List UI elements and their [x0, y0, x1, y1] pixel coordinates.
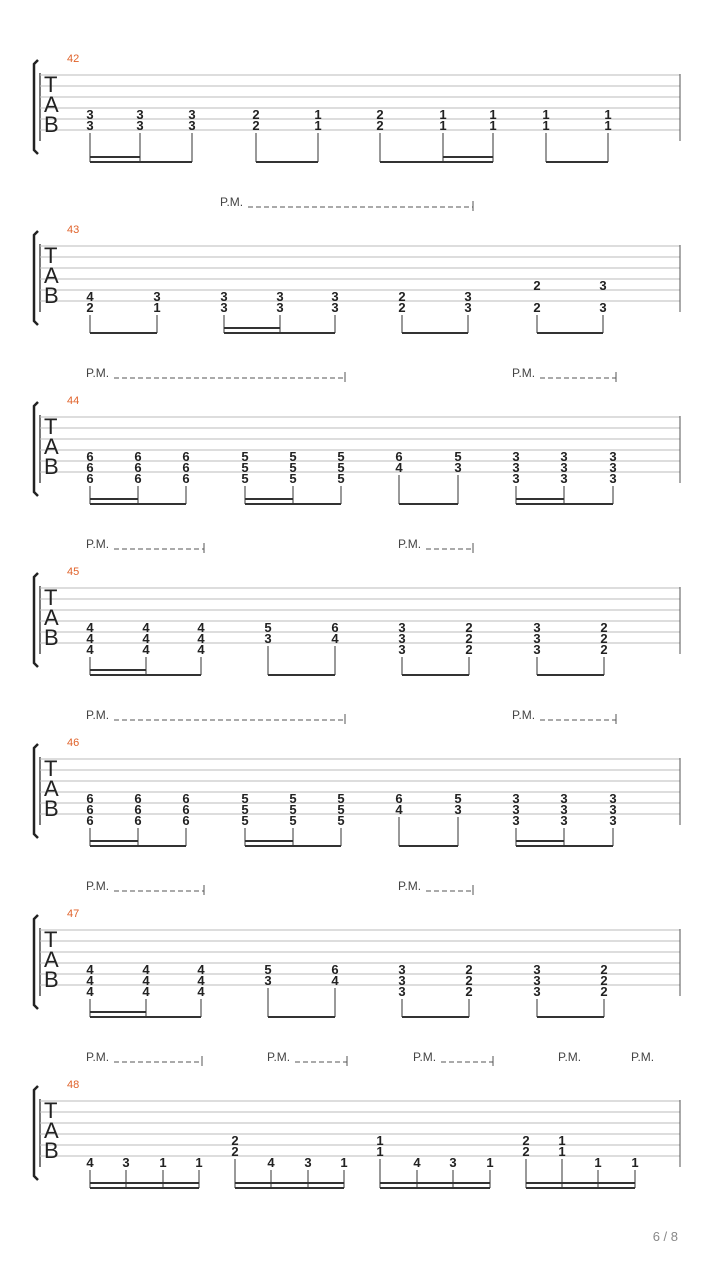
fret-number: 1 [314, 107, 322, 122]
fret-number: 6 [134, 791, 142, 806]
fret-number: 3 [454, 460, 462, 475]
fret-number: 1 [195, 1155, 203, 1170]
palm-mute-label: P.M. [558, 1050, 582, 1064]
fret-number: 3 [533, 973, 541, 988]
fret-number: 2 [600, 962, 608, 977]
staff-bracket [34, 915, 38, 1009]
tab-clef-letter: T [44, 585, 58, 610]
fret-number: 3 [398, 631, 406, 646]
fret-number: 2 [600, 984, 608, 999]
fret-number: 4 [86, 973, 94, 988]
fret-number: 6 [86, 471, 94, 486]
fret-number: 5 [241, 813, 249, 828]
fret-number: 2 [231, 1133, 239, 1148]
fret-number: 4 [197, 642, 205, 657]
fret-number: 3 [331, 300, 339, 315]
fret-number: 4 [142, 984, 150, 999]
palm-mute-label: P.M. [512, 708, 536, 722]
fret-number: 4 [86, 962, 94, 977]
fret-number: 5 [337, 813, 345, 828]
tab-clef-letter: A [44, 263, 59, 288]
fret-number: 1 [489, 107, 497, 122]
fret-number: 4 [331, 973, 339, 988]
staff-bracket [34, 402, 38, 496]
fret-number: 6 [134, 813, 142, 828]
tab-clef-letter: B [44, 796, 59, 821]
tab-clef-letter: A [44, 776, 59, 801]
fret-number: 1 [558, 1133, 566, 1148]
fret-number: 3 [136, 107, 144, 122]
fret-number: 6 [182, 802, 190, 817]
fret-number: 4 [86, 620, 94, 635]
fret-number: 6 [134, 449, 142, 464]
fret-number: 3 [220, 289, 228, 304]
fret-number: 3 [533, 984, 541, 999]
fret-number: 4 [197, 962, 205, 977]
tab-clef-letter: T [44, 72, 58, 97]
fret-number: 4 [267, 1155, 275, 1170]
fret-number: 6 [86, 813, 94, 828]
staff-bracket [34, 1086, 38, 1180]
fret-number: 1 [439, 107, 447, 122]
fret-number: 3 [136, 118, 144, 133]
fret-number: 5 [337, 471, 345, 486]
fret-number: 3 [609, 791, 617, 806]
fret-number: 4 [395, 802, 403, 817]
fret-number: 2 [465, 631, 473, 646]
fret-number: 3 [398, 642, 406, 657]
fret-number: 4 [86, 984, 94, 999]
fret-number: 3 [454, 802, 462, 817]
palm-mute-label: P.M. [631, 1050, 655, 1064]
fret-number: 4 [142, 620, 150, 635]
fret-number: 6 [134, 802, 142, 817]
fret-number: 5 [289, 802, 297, 817]
fret-number: 2 [600, 620, 608, 635]
fret-number: 3 [86, 118, 94, 133]
fret-number: 4 [86, 1155, 94, 1170]
fret-number: 6 [182, 471, 190, 486]
fret-number: 2 [522, 1144, 530, 1159]
fret-number: 3 [188, 118, 196, 133]
fret-number: 6 [134, 460, 142, 475]
fret-number: 2 [465, 642, 473, 657]
fret-number: 5 [264, 962, 272, 977]
fret-number: 5 [337, 802, 345, 817]
tab-clef-letter: A [44, 947, 59, 972]
tab-clef-letter: B [44, 112, 59, 137]
tab-clef-letter: B [44, 1138, 59, 1163]
fret-number: 3 [86, 107, 94, 122]
fret-number: 6 [395, 791, 403, 806]
fret-number: 2 [398, 289, 406, 304]
tab-clef-letter: B [44, 283, 59, 308]
fret-number: 2 [252, 118, 260, 133]
fret-number: 3 [276, 289, 284, 304]
fret-number: 1 [558, 1144, 566, 1159]
fret-number: 3 [398, 620, 406, 635]
fret-number: 2 [86, 300, 94, 315]
fret-number: 1 [489, 118, 497, 133]
tab-clef-letter: A [44, 605, 59, 630]
fret-number: 6 [395, 449, 403, 464]
fret-number: 3 [609, 813, 617, 828]
fret-number: 1 [486, 1155, 494, 1170]
fret-number: 3 [533, 631, 541, 646]
fret-number: 3 [560, 449, 568, 464]
fret-number: 3 [304, 1155, 312, 1170]
fret-number: 3 [153, 289, 161, 304]
fret-number: 3 [188, 107, 196, 122]
fret-number: 5 [289, 449, 297, 464]
fret-number: 2 [522, 1133, 530, 1148]
fret-number: 5 [337, 449, 345, 464]
fret-number: 3 [449, 1155, 457, 1170]
fret-number: 3 [398, 984, 406, 999]
fret-number: 3 [609, 802, 617, 817]
fret-number: 6 [86, 449, 94, 464]
palm-mute-label: P.M. [86, 366, 110, 380]
page-number: 6 / 8 [652, 1229, 678, 1244]
tab-clef-letter: B [44, 967, 59, 992]
fret-number: 5 [289, 471, 297, 486]
fret-number: 3 [533, 620, 541, 635]
fret-number: 5 [289, 791, 297, 806]
fret-number: 5 [289, 813, 297, 828]
fret-number: 6 [134, 471, 142, 486]
fret-number: 1 [376, 1144, 384, 1159]
fret-number: 3 [331, 289, 339, 304]
fret-number: 5 [241, 791, 249, 806]
fret-number: 4 [86, 631, 94, 646]
fret-number: 6 [331, 620, 339, 635]
fret-number: 3 [609, 471, 617, 486]
fret-number: 4 [197, 973, 205, 988]
fret-number: 3 [560, 813, 568, 828]
fret-number: 1 [314, 118, 322, 133]
fret-number: 1 [604, 107, 612, 122]
fret-number: 3 [560, 460, 568, 475]
tab-clef-letter: T [44, 756, 58, 781]
fret-number: 6 [86, 791, 94, 806]
palm-mute-label: P.M. [413, 1050, 437, 1064]
measure-number: 43 [67, 224, 80, 236]
tab-clef-letter: B [44, 454, 59, 479]
fret-number: 3 [220, 300, 228, 315]
fret-number: 3 [398, 973, 406, 988]
fret-number: 1 [376, 1133, 384, 1148]
fret-number: 5 [454, 791, 462, 806]
palm-mute-label: P.M. [86, 708, 110, 722]
fret-number: 6 [182, 460, 190, 475]
tab-clef-letter: T [44, 414, 58, 439]
palm-mute-label: P.M. [220, 195, 244, 209]
fret-number: 5 [337, 791, 345, 806]
fret-number: 5 [454, 449, 462, 464]
fret-number: 1 [340, 1155, 348, 1170]
fret-number: 4 [413, 1155, 421, 1170]
palm-mute-label: P.M. [267, 1050, 291, 1064]
fret-number: 2 [252, 107, 260, 122]
fret-number: 3 [512, 802, 520, 817]
fret-number: 2 [600, 973, 608, 988]
fret-number: 1 [439, 118, 447, 133]
fret-number: 6 [182, 791, 190, 806]
fret-number: 5 [264, 620, 272, 635]
palm-mute-label: P.M. [398, 537, 422, 551]
fret-number: 6 [182, 813, 190, 828]
fret-number: 3 [276, 300, 284, 315]
palm-mute-label: P.M. [398, 879, 422, 893]
fret-number: 1 [542, 107, 550, 122]
fret-number: 3 [609, 460, 617, 475]
fret-number: 2 [465, 620, 473, 635]
fret-number: 3 [512, 791, 520, 806]
tab-clef-letter: B [44, 625, 59, 650]
fret-number: 3 [533, 962, 541, 977]
fret-number: 3 [512, 813, 520, 828]
fret-number: 3 [264, 631, 272, 646]
fret-number: 4 [142, 962, 150, 977]
palm-mute-label: P.M. [512, 366, 536, 380]
fret-number: 6 [182, 449, 190, 464]
fret-number: 3 [609, 449, 617, 464]
fret-number: 2 [600, 631, 608, 646]
fret-number: 5 [241, 460, 249, 475]
fret-number: 5 [241, 449, 249, 464]
staff-bracket [34, 744, 38, 838]
fret-number: 3 [122, 1155, 130, 1170]
fret-number: 3 [464, 300, 472, 315]
fret-number: 5 [289, 460, 297, 475]
fret-number: 6 [86, 460, 94, 475]
measure-number: 48 [67, 1079, 80, 1091]
fret-number: 5 [241, 802, 249, 817]
fret-number: 3 [464, 289, 472, 304]
fret-number: 4 [142, 631, 150, 646]
fret-number: 3 [398, 962, 406, 977]
fret-number: 1 [153, 300, 161, 315]
fret-number: 4 [86, 642, 94, 657]
fret-number: 4 [142, 973, 150, 988]
measure-number: 47 [67, 908, 80, 920]
fret-number: 3 [560, 471, 568, 486]
fret-number: 4 [86, 289, 94, 304]
fret-number: 3 [512, 460, 520, 475]
fret-number: 2 [533, 278, 541, 293]
fret-number: 3 [560, 791, 568, 806]
fret-number: 1 [159, 1155, 167, 1170]
staff-bracket [34, 60, 38, 154]
fret-number: 5 [241, 471, 249, 486]
fret-number: 6 [86, 802, 94, 817]
fret-number: 3 [533, 642, 541, 657]
palm-mute-label: P.M. [86, 879, 110, 893]
fret-number: 3 [264, 973, 272, 988]
staff-bracket [34, 231, 38, 325]
fret-number: 1 [631, 1155, 639, 1170]
tab-clef-letter: T [44, 1098, 58, 1123]
measure-number: 42 [67, 53, 80, 65]
fret-number: 3 [512, 471, 520, 486]
fret-number: 2 [376, 118, 384, 133]
fret-number: 2 [465, 973, 473, 988]
fret-number: 4 [197, 620, 205, 635]
fret-number: 3 [512, 449, 520, 464]
fret-number: 1 [594, 1155, 602, 1170]
fret-number: 3 [599, 278, 607, 293]
staff-bracket [34, 573, 38, 667]
fret-number: 2 [376, 107, 384, 122]
fret-number: 4 [197, 984, 205, 999]
fret-number: 4 [331, 631, 339, 646]
fret-number: 4 [142, 642, 150, 657]
fret-number: 2 [465, 984, 473, 999]
fret-number: 2 [465, 962, 473, 977]
tab-clef-letter: T [44, 243, 58, 268]
tab-clef-letter: T [44, 927, 58, 952]
tab-clef-letter: A [44, 434, 59, 459]
fret-number: 1 [604, 118, 612, 133]
tab-clef-letter: A [44, 92, 59, 117]
tab-clef-letter: A [44, 1118, 59, 1143]
fret-number: 6 [331, 962, 339, 977]
measure-number: 45 [67, 566, 80, 578]
fret-number: 2 [231, 1144, 239, 1159]
palm-mute-label: P.M. [86, 537, 110, 551]
fret-number: 4 [395, 460, 403, 475]
fret-number: 3 [560, 802, 568, 817]
measure-number: 44 [67, 395, 80, 407]
fret-number: 2 [398, 300, 406, 315]
fret-number: 1 [542, 118, 550, 133]
measure-number: 46 [67, 737, 80, 749]
fret-number: 2 [533, 300, 541, 315]
fret-number: 4 [197, 631, 205, 646]
fret-number: 2 [600, 642, 608, 657]
fret-number: 3 [599, 300, 607, 315]
palm-mute-label: P.M. [86, 1050, 110, 1064]
fret-number: 5 [337, 460, 345, 475]
